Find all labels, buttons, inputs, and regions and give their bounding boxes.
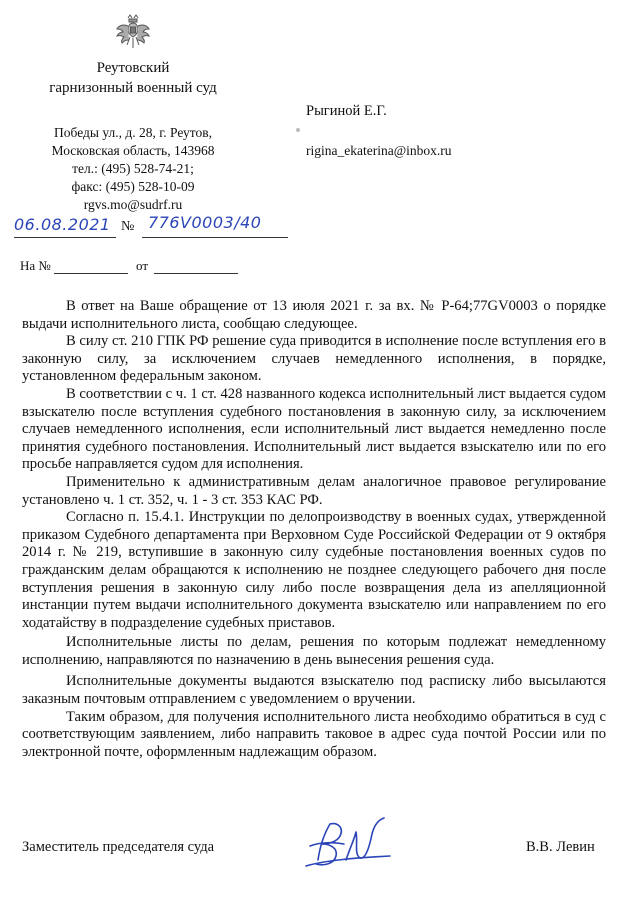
ot-underline [154,273,238,274]
address-fax: факс: (495) 528-10-09 [71,179,195,194]
address-street: Победы ул., д. 28, г. Реутов, [54,125,212,140]
signatory-name: В.В. Левин [526,839,595,855]
ot-label: от [136,258,149,273]
paragraph: Таким образом, для получения исполнительного листа необходимо обратиться в суд с соответствующим заявлением, либо направить таковое в адрес суда почтой России или по электронной почте, оформленным надлежащим образом. [22,708,606,760]
outgoing-reference [14,213,294,239]
na-underline [54,273,128,274]
letter-body [22,298,606,761]
paragraph: Исполнительные листы по делам, решения по которым подлежат немедленному исполнению, направляются по назначению в день вынесения решения суда. [22,634,606,668]
address-phone: тел.: (495) 528-74-21; [72,161,194,176]
paragraph: Исполнительные документы выдаются взыскателю под расписку либо высылаются заказным почтовым отправлением с уведомлением о вручении. [22,673,606,708]
court-name [28,58,238,98]
handwritten-signature [300,816,396,878]
scan-speck [296,128,300,132]
paragraph: В силу ст. 210 ГПК РФ решение суда приводится в исполнение после вступления его в законную силу, за исключением случаев немедленного исполнения, в порядке, установленном федеральным законом. [22,333,606,385]
number-underline [142,237,288,238]
paragraph: Применительно к административным делам аналогичное правовое регулирование установлено ч. 1 ст. 352, ч. 1 - 3 ст. 353 КАС РФ. [22,473,606,508]
court-address [28,124,238,214]
coat-of-arms-icon [116,14,150,54]
court-name-line1: Реутовский [96,60,170,76]
na-label: На № [20,258,51,273]
recipient-name: Рыгиной Е.Г. [306,103,387,119]
recipient-email: rigina_ekaterina@inbox.ru [306,143,452,158]
signatory-title: Заместитель председателя суда [22,839,215,855]
outgoing-date: 06.08.2021 [14,215,111,234]
court-name-line2: гарнизонный военный суд [49,80,217,96]
paragraph: Согласно п. 15.4.1. Инструкции по делопроизводству в военных судах, утвержденной приказом Судебного департамента при Верховном Суде Российской Федерации от 9 октября 2014 г. № 219, вступившие в законную силу судебные постановления военных судов по гражданским делам обращаются к исполнению не позднее следующего рабочего дня после вступления решения в законную силу либо после возвращения дела из апелляционной инстанции путем выдачи исполнительного документа взыскателю или направлением по его ходатайству в подразделение судебных приставов. [22,509,606,631]
number-label: № [121,219,135,234]
paragraph: В ответ на Ваше обращение от 13 июля 2021 г. за вх. № Р-64;77GV0003 о порядке выдачи исполнительного листа, сообщаю следующее. [22,298,606,332]
address-region: Московская область, 143968 [51,143,215,158]
outgoing-number: 776V0003/40 [148,213,262,232]
date-underline [14,237,116,238]
paragraph: В соответствии с ч. 1 ст. 428 названного кодекса исполнительный лист выдается судом взыскателю после вступления судебного постановления в законную силу, за исключением случаев немедленного исполнения, если исполнительный лист выдается немедленно после принятия судебного постановления. Исполнительный лист выдается взыскателю или по его просьбе направляется судом для исполнения. [22,385,606,473]
address-email: rgvs.mo@sudrf.ru [83,197,183,212]
